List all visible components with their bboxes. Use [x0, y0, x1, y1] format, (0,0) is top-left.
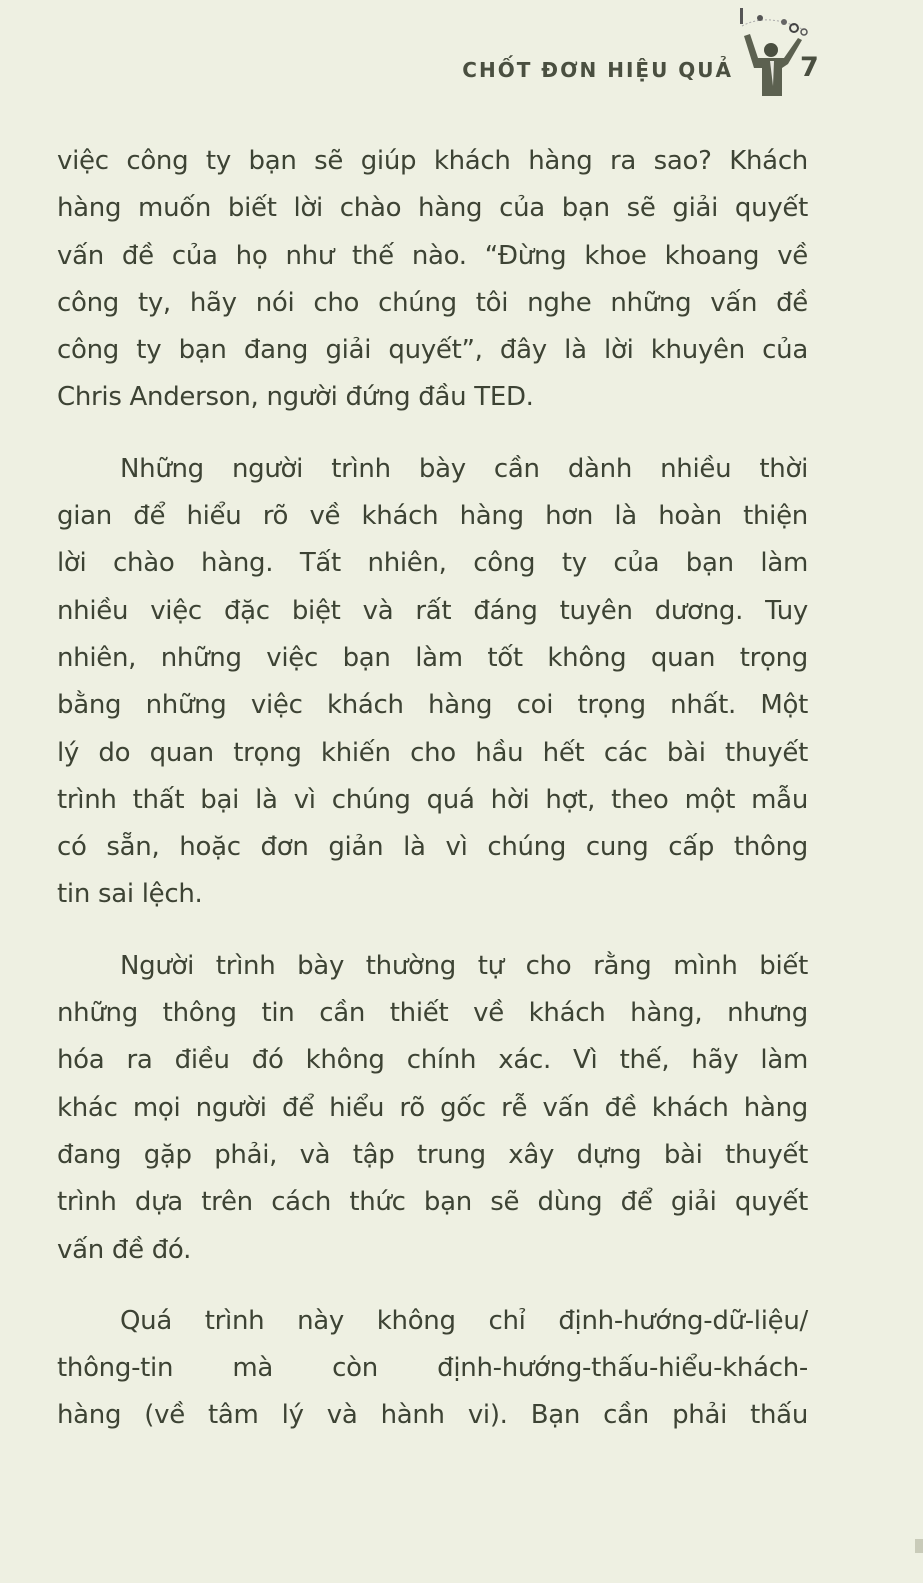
text-line: khác mọi người để hiểu rõ gốc rễ vấn đề khách hàng [57, 1092, 808, 1123]
text-line: lý do quan trọng khiến cho hầu hết các bài thuyết [57, 737, 808, 768]
text-line: Chris Anderson, người đứng đầu TED. [57, 382, 534, 413]
text-line: gian để hiểu rõ về khách hàng hơn là hoàn thiện [57, 501, 808, 532]
page-number: 7 [800, 52, 819, 83]
text-line: trình dựa trên cách thức bạn sẽ dùng để giải quyết [57, 1187, 808, 1218]
text-line: thông-tin mà còn định-hướng-thấu-hiểu-khách- [57, 1353, 808, 1384]
text-line: bằng những việc khách hàng coi trọng nhất. Một [57, 690, 808, 721]
text-line: những thông tin cần thiết về khách hàng, nhưng [57, 998, 808, 1029]
text-line: Những người trình bày cần dành nhiều thời [120, 453, 808, 484]
paragraph [57, 1298, 808, 1440]
paragraph [57, 138, 808, 422]
page-header [0, 52, 923, 92]
text-line: công ty, hãy nói cho chúng tôi nghe những vấn đề [57, 287, 808, 318]
page-edge [915, 1539, 923, 1553]
text-line: hóa ra điều đó không chính xác. Vì thế, hãy làm [57, 1045, 808, 1076]
text-line: vấn đề của họ như thế nào. “Đừng khoe khoang về [57, 240, 808, 271]
text-line: hàng (về tâm lý và hành vi). Bạn cần phải thấu [57, 1400, 808, 1431]
text-line: có sẵn, hoặc đơn giản là vì chúng cung cấp thông [57, 832, 808, 863]
text-line: nhiên, những việc bạn làm tốt không quan trọng [57, 642, 808, 673]
text-line: lời chào hàng. Tất nhiên, công ty của bạn làm [57, 548, 808, 579]
body-text [57, 138, 808, 1464]
text-line: đang gặp phải, và tập trung xây dựng bài thuyết [57, 1139, 808, 1170]
text-line: nhiều việc đặc biệt và rất đáng tuyên dương. Tuy [57, 595, 808, 626]
paragraph [57, 446, 808, 919]
text-line: Người trình bày thường tự cho rằng mình biết [120, 950, 808, 981]
text-line: hàng muốn biết lời chào hàng của bạn sẽ giải quyết [57, 193, 808, 224]
text-line: vấn đề đó. [57, 1234, 192, 1265]
text-line: tin sai lệch. [57, 879, 203, 910]
running-title: CHỐT ĐƠN HIỆU QUẢ [462, 58, 733, 82]
text-line: công ty bạn đang giải quyết”, đây là lời khuyên của [57, 335, 808, 366]
text-line: việc công ty bạn sẽ giúp khách hàng ra sao? Khách [57, 146, 808, 176]
paragraph [57, 943, 808, 1274]
text-line: trình thất bại là vì chúng quá hời hợt, theo một mẫu [57, 784, 808, 815]
text-line: Quá trình này không chỉ định-hướng-dữ-liệu/ [120, 1305, 808, 1336]
